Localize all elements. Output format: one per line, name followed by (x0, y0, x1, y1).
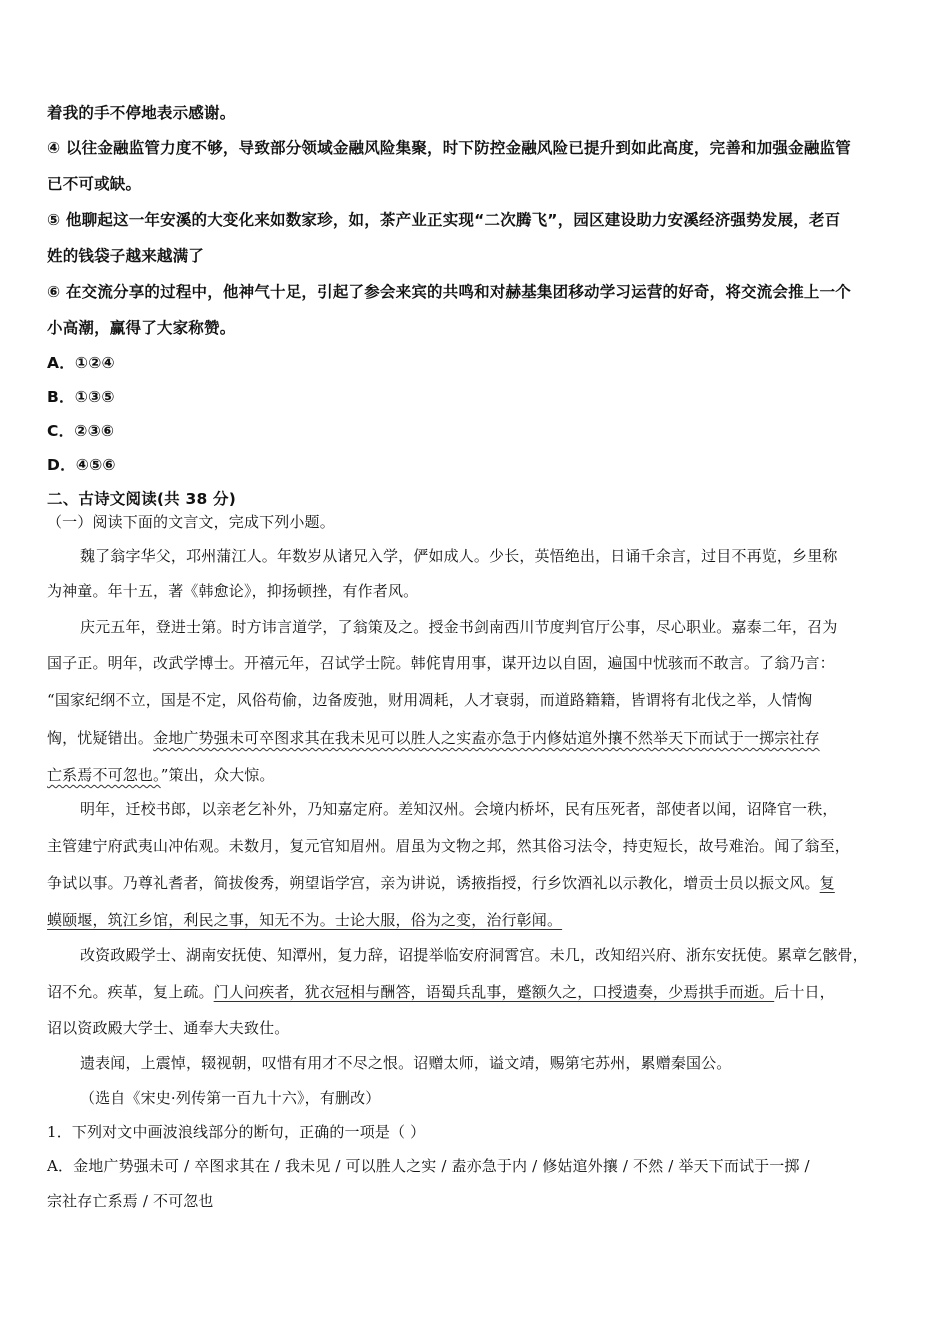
underlined-text-end: 蟆颐堰，筑江乡馆，利民之事，知无不为。士论大服，俗为之变，治行彰闻。 (47, 911, 563, 929)
passage-p2-line1: 庆元五年，登进士第。时方讳言道学，了翁策及之。授金书剑南西川节度判官厅公事，尽心职业。嘉泰二年，召为 (80, 618, 838, 636)
passage-p2-line3: “国家纪纲不立，国是不定，风俗苟偷，边备废弛，财用凋耗，人才衰弱，而道路籍籍，皆谓将有北伐之举，人情恟 (47, 691, 813, 709)
item5-line2: 姓的钱袋子越来越满了 (47, 247, 205, 265)
passage-source: （选自《宋史·列传第一百九十六》，有删改） (80, 1089, 381, 1107)
p3-line3-pre: 争试以事。乃尊礼耆者，简拔俊秀，朔望诣学宫，亲为讲说，诱掖指授，行乡饮酒礼以示教化，增贡士员以振文风。 (47, 874, 820, 892)
passage-p4-line1: 改资政殿学士、湖南安抚使、知潭州，复力辞，诏提举临安府洞霄宫。未几，改知绍兴府、浙东安抚使。累章乞骸骨， (80, 946, 868, 964)
item4-line2: 已不可或缺。 (47, 175, 142, 193)
passage-p4-line2 (47, 981, 835, 1002)
passage-p1-line1: 魏了翁字华父，邛州蒲江人。年数岁从诸兄入学，俨如成人。少长，英悟绝出，日诵千余言，过目不再览，乡里称 (80, 547, 838, 565)
passage-p4-line3: 诏以资政殿大学士、通奉大夫致仕。 (47, 1019, 290, 1037)
section-subheading: （一）阅读下面的文言文，完成下列小题。 (47, 513, 335, 531)
passage-p5: 遗表闻，上震悼，辍视朝，叹惜有用才不尽之恨。诏赠太师，谥文靖，赐第宅苏州，累赠秦国公。 (80, 1054, 732, 1072)
underlined-text: 复 (819, 874, 835, 892)
section-heading: 二、古诗文阅读(共 38 分) (47, 490, 237, 508)
question-1-stem: 1．下列对文中画波浪线部分的断句，正确的一项是（ ） (47, 1123, 426, 1141)
wavy-underlined-text-end: 亡系焉不可忽也。 (47, 766, 161, 784)
passage-p2-line4 (47, 727, 820, 748)
passage-p2-line2: 国子正。明年，改武学博士。开禧元年，召试学士院。韩侂胄用事，谋开边以自固，遍国中忧骇而不敢言。了翁乃言： (47, 654, 835, 672)
p2-line4-pre: 恟，忧疑错出。 (47, 729, 154, 747)
item4-line1: ④ 以往金融监管力度不够，导致部分领域金融风险集聚，时下防控金融风险已提升到如此高度，完善和加强金融监管 (47, 139, 851, 157)
item6-line1: ⑥ 在交流分享的过程中，他神气十足，引起了参会来宾的共鸣和对赫基集团移动学习运营的好奇，将交流会推上一个 (47, 283, 851, 301)
item6-line2: 小高潮，赢得了大家称赞。 (47, 319, 236, 337)
passage-p3-line4 (47, 909, 562, 930)
p2-line5-post: ”策出，众大惊。 (160, 766, 275, 784)
wavy-underlined-text: 金地广势强未可卒图求其在我未见可以胜人之实盍亦急于内修姑逭外攘不然举天下而试于一掷宗社存 (153, 729, 820, 747)
choice-a: A．①②④ (47, 354, 115, 372)
p4-line2-post: 后十日， (774, 983, 835, 1001)
item5-line1: ⑤ 他聊起这一年安溪的大变化来如数家珍，如，茶产业正实现“二次腾飞”，园区建设助力安溪经济强势发展，老百 (47, 211, 841, 229)
question-1-option-a-line1: A．金地广势强未可 / 卒图求其在 / 我未见 / 可以胜人之实 / 盍亦急于内 / 修姑逭外攘 / 不然 / 举天下而试于一掷 / (47, 1157, 810, 1175)
choice-b: B．①③⑤ (47, 388, 115, 406)
choice-c: C．②③⑥ (47, 422, 115, 440)
passage-p3-line2: 主管建宁府武夷山冲佑观。未数月，复元官知眉州。眉虽为文物之邦，然其俗习法令，持吏短长，故号难治。闻了翁至， (47, 837, 850, 855)
passage-p2-line5 (47, 764, 275, 785)
passage-p3-line3 (47, 872, 835, 893)
item3-tail: 着我的手不停地表示感谢。 (47, 104, 236, 122)
passage-p3-line1: 明年，迁校书郎，以亲老乞补外，乃知嘉定府。差知汉州。会境内桥坏，民有压死者，部使者以闻，诏降官一秩， (80, 800, 838, 818)
question-1-option-a-line2: 宗社存亡系焉 / 不可忽也 (47, 1192, 214, 1210)
underlined-sentence: 门人问疾者，犹衣冠相与酬答，语蜀兵乱事，蹙额久之，口授遗奏，少焉拱手而逝。 (213, 983, 775, 1001)
passage-p1-line2: 为神童。年十五，著《韩愈论》，抑扬顿挫，有作者风。 (47, 582, 419, 600)
choice-d: D．④⑤⑥ (47, 456, 116, 474)
p4-line2-pre: 诏不允。疾革，复上疏。 (47, 983, 214, 1001)
